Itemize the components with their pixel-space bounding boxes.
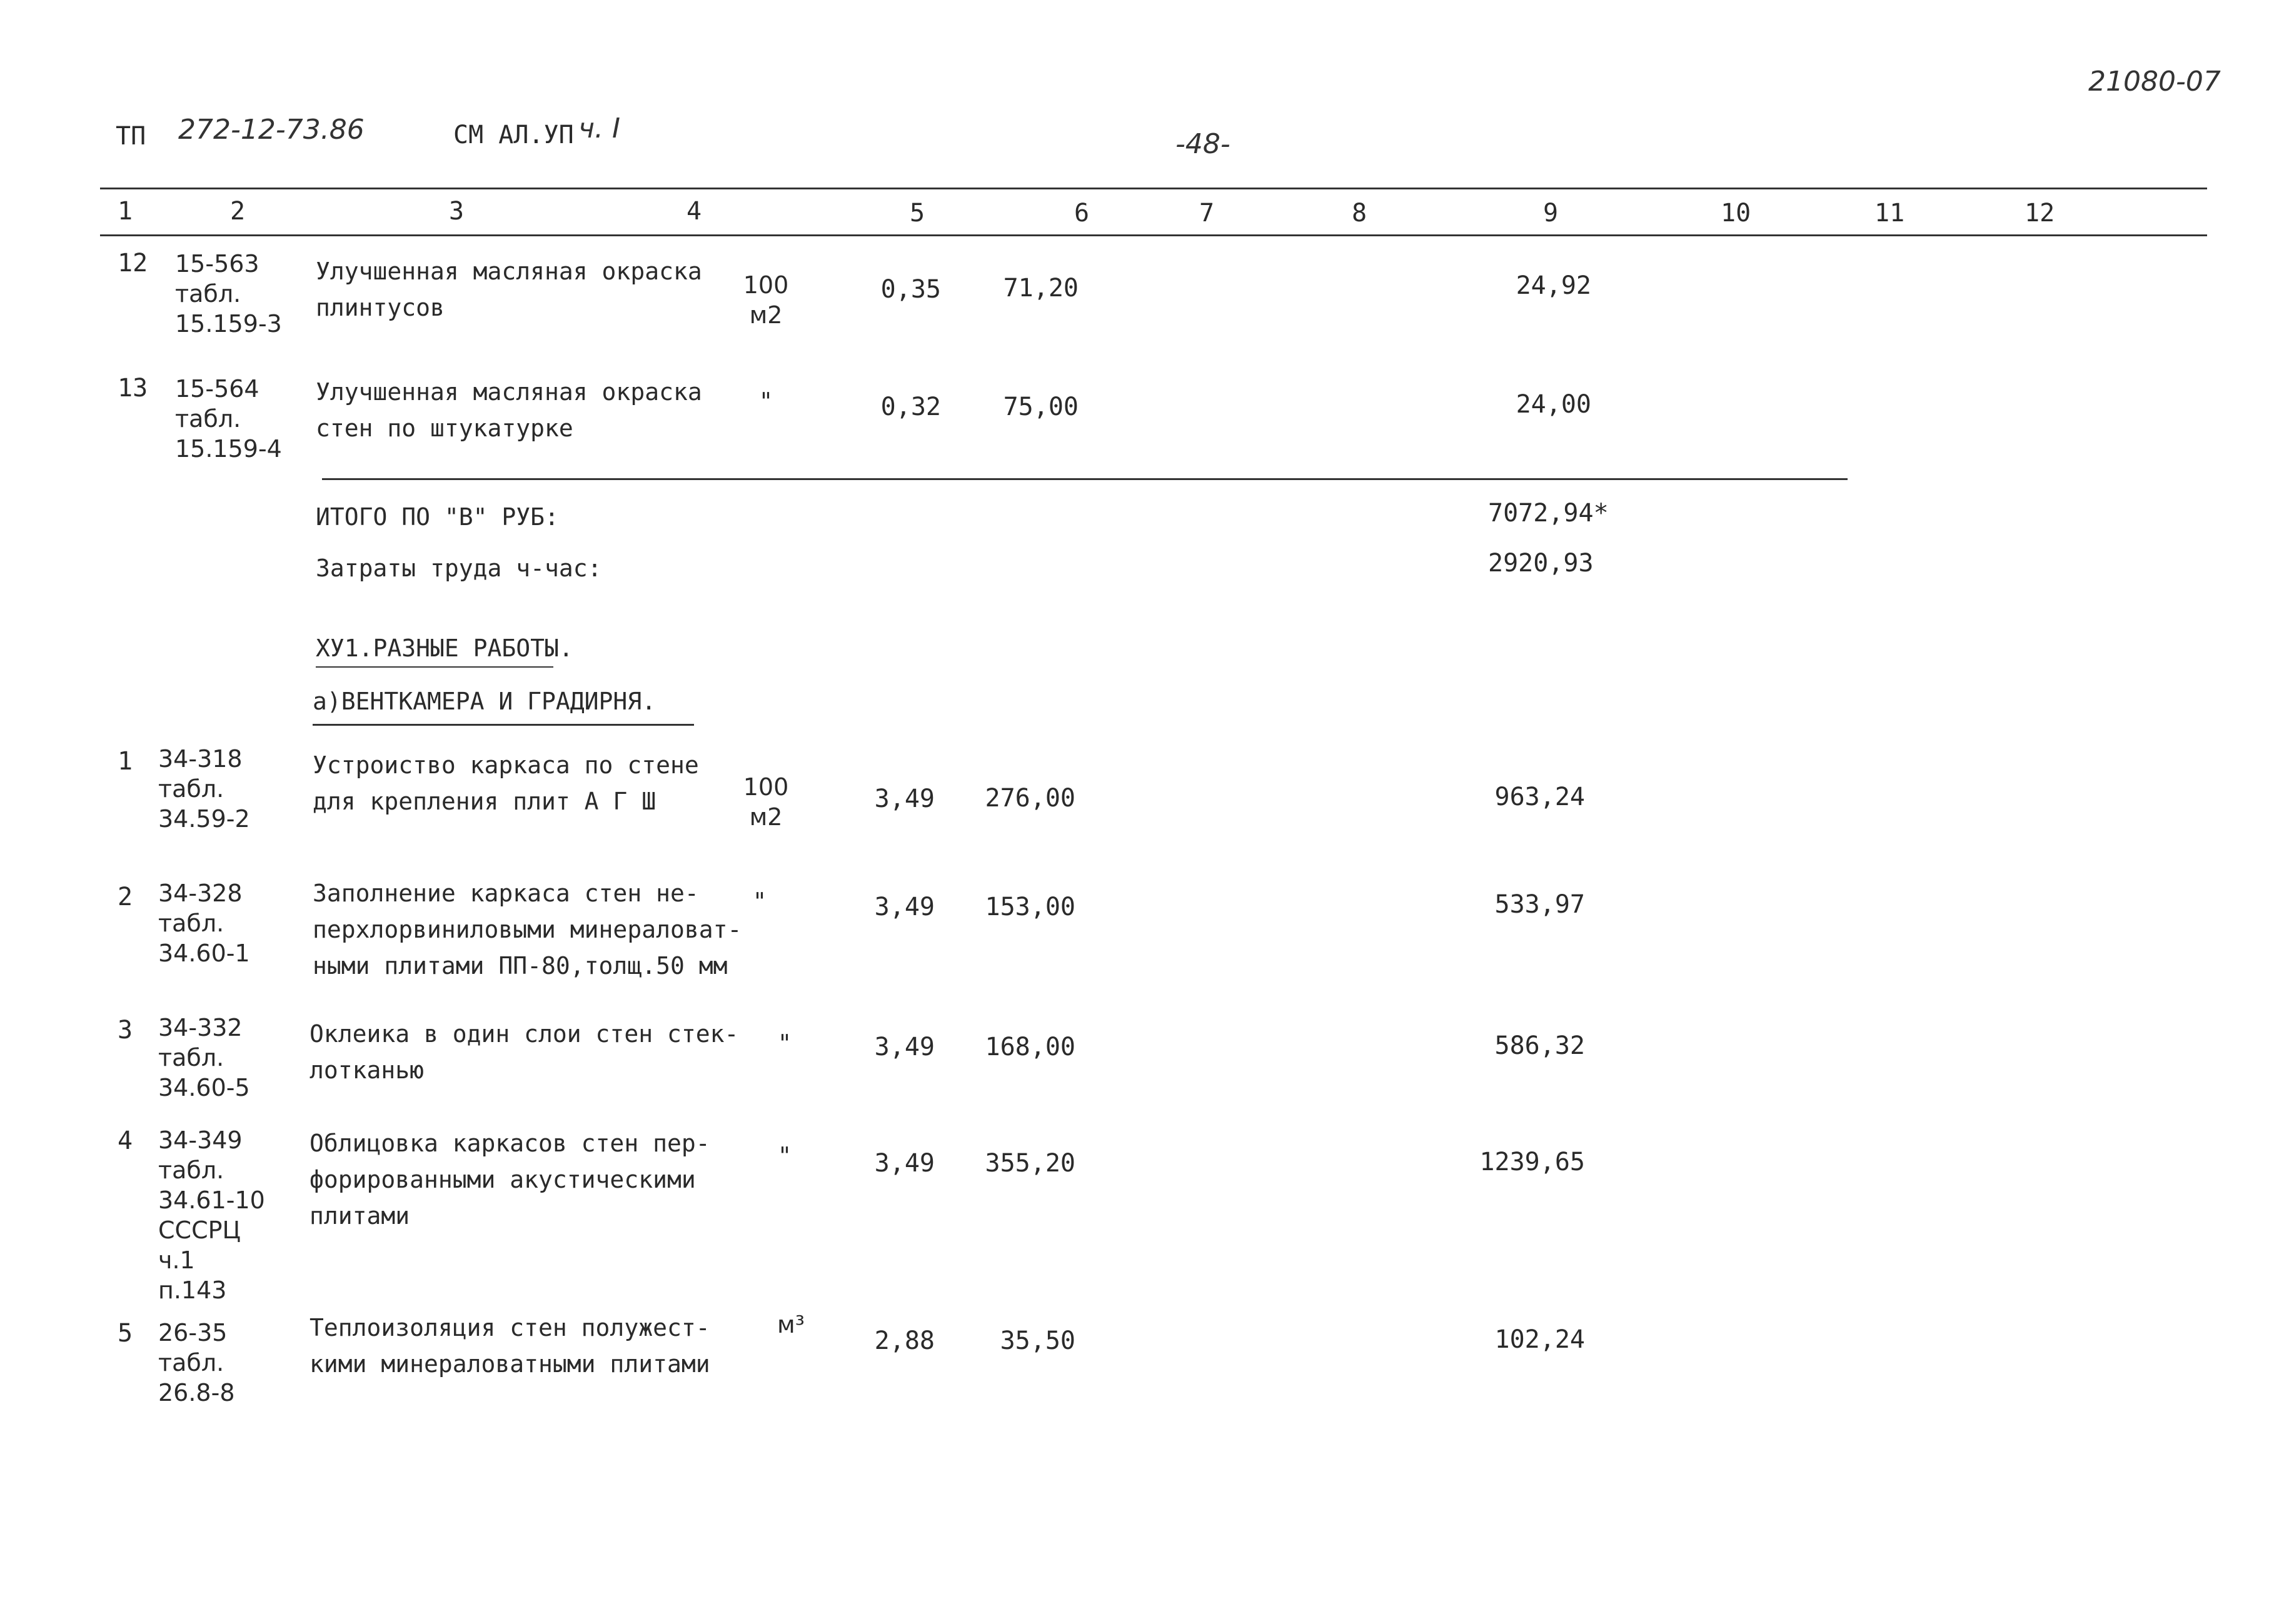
unit: " (754, 888, 765, 915)
section-subtitle: а)ВЕНТКАМЕРА И ГРАДИРНЯ. (313, 688, 657, 715)
row-number: 2 (118, 883, 133, 911)
labor-label: Затраты труда ч-час: (316, 554, 602, 582)
page-number: -48- (1175, 128, 1230, 160)
unit-price: 355,20 (985, 1149, 1075, 1178)
col-header-1: 1 (118, 197, 133, 226)
norm-code: 34-318 табл. 34.59-2 (158, 745, 250, 833)
labor-value: 2920,93 (1488, 549, 1594, 578)
col-header-8: 8 (1352, 199, 1367, 228)
unit-price: 75,00 (1003, 393, 1079, 421)
total-cost: 586,32 (1494, 1031, 1585, 1060)
row-number: 4 (118, 1126, 133, 1155)
unit: " (779, 1030, 790, 1057)
col-header-5: 5 (910, 199, 925, 228)
total-cost: 533,97 (1494, 890, 1585, 919)
part-number: ч. I (578, 113, 620, 144)
work-description: Устроиство каркаса по стене для крепления плит А Г Ш (313, 751, 699, 815)
unit: 100 м2 (743, 773, 789, 831)
work-description: Облицовка каркасов стен пер- форированными акустическими плитами (309, 1130, 710, 1230)
row-number: 1 (118, 747, 133, 776)
col-header-10: 10 (1721, 199, 1751, 228)
norm-code: 34-328 табл. 34.60-1 (158, 880, 250, 967)
section-title: ХУ1.РАЗНЫЕ РАБОТЫ. (316, 634, 573, 662)
col-header-9: 9 (1543, 199, 1559, 228)
section-title-underline (316, 666, 553, 668)
itogo-value: 7072,94* (1488, 499, 1609, 528)
quantity: 3,49 (874, 1033, 935, 1061)
norm-code: 15-564 табл. 15.159-4 (175, 375, 282, 463)
unit: " (760, 388, 772, 415)
norm-code: 26-35 табл. 26.8-8 (158, 1319, 235, 1406)
subtotal-rule (322, 478, 1848, 480)
total-cost: 1239,65 (1479, 1148, 1585, 1176)
quantity: 0,32 (880, 393, 941, 421)
total-cost: 24,92 (1516, 271, 1591, 300)
table-top-rule (100, 188, 2207, 189)
quantity: 3,49 (874, 893, 935, 921)
unit-price: 71,20 (1003, 274, 1079, 303)
col-header-4: 4 (687, 197, 702, 226)
col-header-11: 11 (1874, 199, 1905, 228)
work-description: Оклеика в один слои стен стек- лотканью (309, 1020, 739, 1084)
total-cost: 102,24 (1494, 1325, 1585, 1354)
col-header-3: 3 (449, 197, 465, 226)
work-description: Улучшенная масляная окраска стен по штукатурке (316, 378, 702, 442)
work-description: Заполнение каркаса стен не- перхлорвиниловыми минераловат- ными плитами ПП-80,толщ.50 мм (313, 880, 742, 980)
estimate-code: СМ АЛ.УП (453, 121, 574, 149)
quantity: 0,35 (880, 275, 941, 304)
quantity: 3,49 (874, 784, 935, 813)
row-number: 3 (118, 1016, 133, 1045)
total-cost: 24,00 (1516, 390, 1591, 419)
unit-price: 35,50 (1000, 1326, 1075, 1355)
section-subtitle-underline (313, 724, 694, 726)
work-description: Теплоизоляция стен полужест- кими минераловатными плитами (309, 1314, 710, 1378)
itogo-label: ИТОГО ПО "В" РУБ: (316, 503, 559, 531)
doc-type: ТП (116, 122, 146, 151)
col-header-7: 7 (1199, 199, 1215, 228)
unit-price: 153,00 (985, 893, 1075, 921)
norm-code: 34-332 табл. 34.60-5 (158, 1014, 250, 1101)
table-header-rule (100, 234, 2207, 236)
unit-price: 276,00 (985, 784, 1075, 813)
norm-code: 34-349 табл. 34.61-10 СССРЦ ч.1 п.143 (158, 1126, 265, 1304)
col-header-6: 6 (1074, 199, 1090, 228)
unit: 100 м2 (743, 271, 789, 329)
total-cost: 963,24 (1494, 783, 1585, 811)
unit: м³ (777, 1311, 805, 1338)
work-description: Улучшенная масляная окраска плинтусов (316, 258, 702, 321)
row-number: 13 (118, 374, 148, 403)
unit: " (779, 1142, 790, 1170)
project-code: 272-12-73.86 (178, 114, 365, 146)
row-number: 12 (118, 249, 148, 278)
quantity: 3,49 (874, 1149, 935, 1178)
archive-number: 21080-07 (2088, 66, 2221, 98)
norm-code: 15-563 табл. 15.159-3 (175, 250, 282, 338)
unit-price: 168,00 (985, 1033, 1075, 1061)
row-number: 5 (118, 1319, 133, 1348)
quantity: 2,88 (874, 1326, 935, 1355)
col-header-12: 12 (2025, 199, 2055, 228)
col-header-2: 2 (230, 197, 246, 226)
